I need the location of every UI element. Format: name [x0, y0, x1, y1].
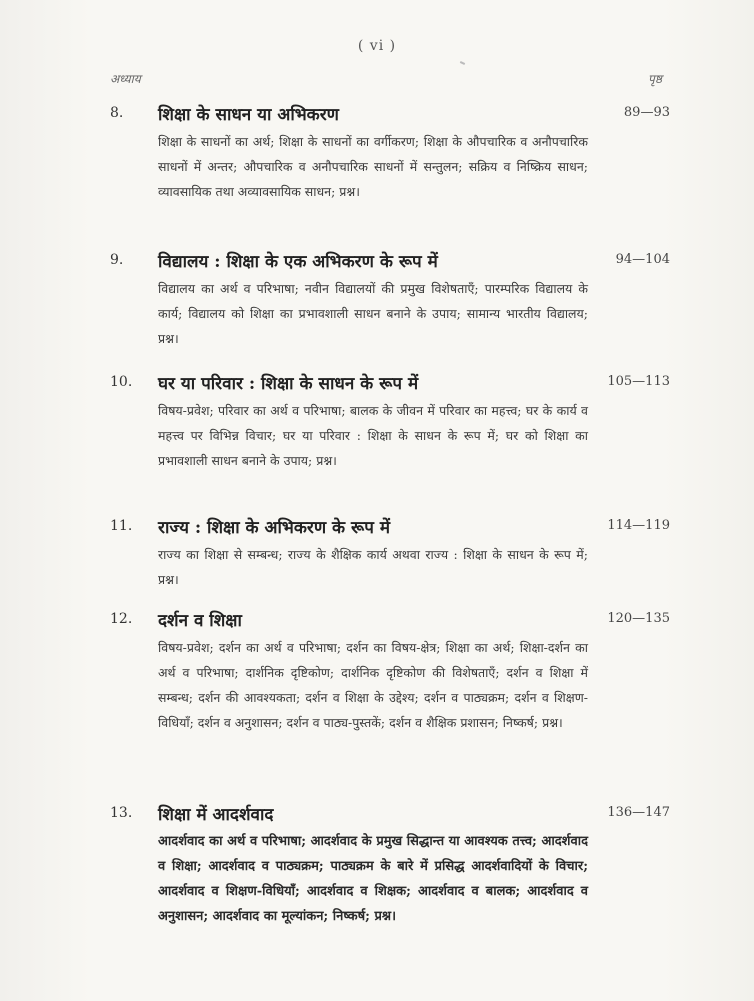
chapter-title: घर या परिवार : शिक्षा के साधन के रूप में [158, 374, 419, 394]
chapter-column-header: अध्याय [110, 72, 141, 86]
chapter-pages: 136—147 [607, 805, 670, 820]
chapter-pages: 120—135 [607, 611, 670, 626]
chapter-title: विद्यालय : शिक्षा के एक अभिकरण के रूप में [158, 252, 438, 272]
chapter-title: राज्य : शिक्षा के अभिकरण के रूप में [158, 518, 390, 538]
chapter-description: विषय-प्रवेश; दर्शन का अर्थ व परिभाषा; दर्शन का विषय-क्षेत्र; शिक्षा का अर्थ; शिक्षा-दर्शन का अर्थ व परिभाषा; दार्शनिक दृष्टिकोण; दार्शनिक दृष्टिकोण की विशेषताएँ; दर्शन व शिक्षा में सम्बन्ध; दर्शन की आवश्यकता; दर्शन व शिक्षा के उद्देश्य; दर्शन व पाठ्यक्रम; दर्शन व शिक्षण-विधियाँ; दर्शन व अनुशासन; दर्शन व पाठ्य-पुस्तकें; दर्शन व शैक्षिक प्रशासन; निष्कर्ष; प्रश्न। [158, 640, 588, 730]
chapter-pages: 105—113 [607, 374, 670, 389]
chapter-number: 8. [110, 105, 124, 121]
chapter-pages: 89—93 [623, 105, 670, 120]
page-column-header: पृष्ठ [648, 72, 662, 86]
chapter-description: विद्यालय का अर्थ व परिभाषा; नवीन विद्यालयों की प्रमुख विशेषताएँ; पारम्परिक विद्यालय के कार्य; विद्यालय को शिक्षा का प्रभावशाली साधन बनाने के उपाय; सामान्य भारतीय विद्यालय; प्रश्न। [158, 281, 588, 346]
chapter-title: शिक्षा के साधन या अभिकरण [158, 105, 339, 125]
chapter-number: 12. [110, 611, 133, 627]
chapter-number: 9. [110, 252, 124, 268]
chapter-number: 13. [110, 805, 133, 821]
chapter-title: दर्शन व शिक्षा [158, 611, 242, 631]
chapter-number: 10. [110, 374, 133, 390]
page-number: ( vi ) [357, 38, 397, 54]
chapter-pages: 114—119 [607, 518, 670, 533]
chapter-description: आदर्शवाद का अर्थ व परिभाषा; आदर्शवाद के प्रमुख सिद्धान्त या आवश्यक तत्त्व; आदर्शवाद व शिक्षा; आदर्शवाद व पाठ्यक्रम; पाठ्यक्रम के बारे में प्रसिद्ध आदर्शवादियों के विचार; आदर्शवाद व शिक्षण-विधियाँ; आदर्शवाद व शिक्षक; आदर्शवाद व बालक; आदर्शवाद व अनुशासन; आदर्शवाद का मूल्यांकन; निष्कर्ष; प्रश्न। [158, 834, 588, 924]
chapter-description: विषय-प्रवेश; परिवार का अर्थ व परिभाषा; बालक के जीवन में परिवार का महत्त्व; घर के कार्य व महत्त्व पर विभिन्न विचार; घर या परिवार : शिक्षा के साधन के रूप में; घर को शिक्षा का प्रभावशाली साधन बनाने के उपाय; प्रश्न। [158, 403, 588, 468]
chapter-number: 11. [110, 518, 133, 534]
chapter-description: शिक्षा के साधनों का अर्थ; शिक्षा के साधनों का वर्गीकरण; शिक्षा के औपचारिक व अनौपचारिक साधनों में अन्तर; औपचारिक व अनौपचारिक साधनों में सन्तुलन; सक्रिय व निष्क्रिय साधन; व्यावसायिक तथा अव्यावसायिक साधन; प्रश्न। [158, 134, 588, 199]
chapter-title: शिक्षा में आदर्शवाद [158, 805, 274, 825]
scan-mark [460, 61, 465, 65]
chapter-pages: 94—104 [615, 252, 670, 267]
chapter-description: राज्य का शिक्षा से सम्बन्ध; राज्य के शैक्षिक कार्य अथवा राज्य : शिक्षा के साधन के रूप में; प्रश्न। [158, 547, 588, 587]
